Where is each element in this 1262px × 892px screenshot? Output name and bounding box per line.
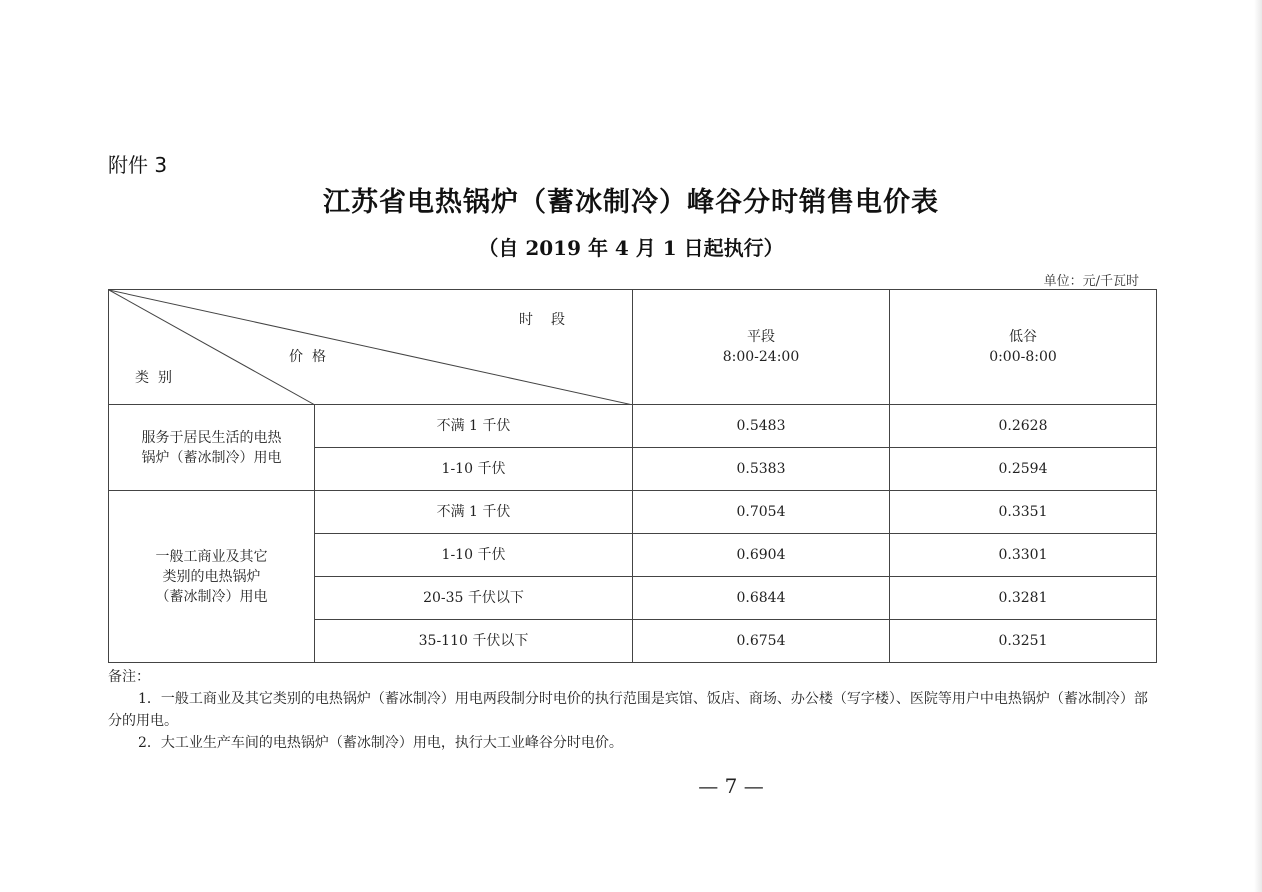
flat-period-hours: 8:00-24:00 (722, 349, 800, 365)
header-category: 类别 (135, 370, 181, 386)
category-line: 类别的电热锅炉 (162, 568, 261, 585)
flat-price-cell: 0.7054 (633, 491, 890, 534)
flat-price-cell: 0.6844 (633, 577, 890, 620)
category-line: （蓄冰制冷）用电 (155, 588, 268, 605)
effective-date: （自 2019 年 4 月 1 日起执行） (478, 236, 784, 260)
page-edge-shadow (1254, 0, 1262, 892)
capacity-cell: 20-35 千伏以下 (315, 577, 633, 620)
header-flat-period (633, 290, 890, 405)
flat-price-cell: 0.5383 (633, 448, 890, 491)
header-price: 价格 (289, 349, 335, 365)
document-title: 江苏省电热锅炉（蓄冰制冷）峰谷分时销售电价表 (323, 187, 939, 218)
category-commercial (109, 491, 315, 663)
annex-label: 附件 3 (108, 153, 168, 177)
flat-price-cell: 0.5483 (633, 405, 890, 448)
valley-price-cell: 0.3301 (890, 534, 1157, 577)
capacity-cell: 不满 1 千伏 (315, 491, 633, 534)
category-line: 锅炉（蓄冰制冷）用电 (141, 449, 282, 466)
flat-price-cell: 0.6754 (633, 620, 890, 663)
note-item-2: 2．大工业生产车间的电热锅炉（蓄冰制冷）用电，执行大工业峰谷分时电价。 (138, 735, 623, 751)
valley-price-cell: 0.2594 (890, 448, 1157, 491)
unit-label: 单位：元/千瓦时 (1043, 274, 1139, 289)
notes-heading: 备注： (108, 669, 150, 685)
page-number: — 7 — (698, 774, 764, 798)
valley-period-name: 低谷 (1009, 329, 1037, 345)
valley-price-cell: 0.3351 (890, 491, 1157, 534)
category-line: 服务于居民生活的电热 (141, 429, 282, 446)
diagonal-header-cell (109, 290, 633, 405)
table-row (109, 491, 1157, 534)
table-row (109, 405, 1157, 448)
capacity-cell: 1-10 千伏 (315, 448, 633, 491)
valley-period-hours: 0:00-8:00 (989, 349, 1057, 365)
notes-section (108, 666, 1156, 754)
header-valley-period (890, 290, 1157, 405)
table-header-row (109, 290, 1157, 405)
valley-price-cell: 0.3251 (890, 620, 1157, 663)
flat-price-cell: 0.6904 (633, 534, 890, 577)
capacity-cell: 不满 1 千伏 (315, 405, 633, 448)
header-time-period: 时段 (519, 312, 583, 328)
note-item-1: 1．一般工商业及其它类别的电热锅炉（蓄冰制冷）用电两段制分时电价的执行范围是宾馆、饭店、商场、办公楼（写字楼）、医院等用户中电热锅炉（蓄冰制冷）部分的用电。 (108, 691, 1148, 729)
valley-price-cell: 0.3281 (890, 577, 1157, 620)
valley-price-cell: 0.2628 (890, 405, 1157, 448)
category-residential (109, 405, 315, 491)
price-table (108, 289, 1157, 663)
diagonal-lines (109, 290, 633, 405)
category-line: 一般工商业及其它 (155, 548, 268, 565)
flat-period-name: 平段 (747, 329, 775, 345)
capacity-cell: 35-110 千伏以下 (315, 620, 633, 663)
capacity-cell: 1-10 千伏 (315, 534, 633, 577)
